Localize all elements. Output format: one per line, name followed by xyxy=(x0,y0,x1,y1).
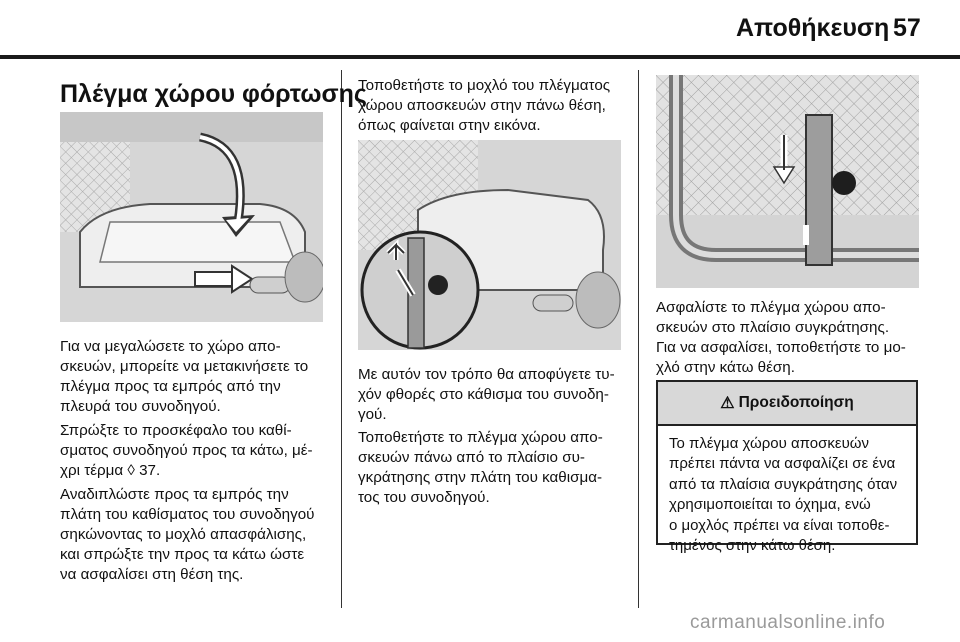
text-line: Το πλέγμα χώρου αποσκευών xyxy=(669,435,869,452)
text-line: σματος συνοδηγού προς τα κάτω, μέ- xyxy=(60,442,313,459)
text-line: και σπρώξτε την προς τα κάτω ώστε xyxy=(60,546,305,563)
text-line: πλάτη του καθίσματος του συνοδηγού xyxy=(60,506,315,523)
watermark: carmanualsonline.info xyxy=(690,612,886,633)
text-line: να ασφαλίσει στη θέση της. xyxy=(60,566,244,583)
text-line: ο μοχλός πρέπει να είναι τοποθε- xyxy=(669,516,890,534)
warning-box xyxy=(656,380,918,555)
text-line: πλευρά του συνοδηγού. xyxy=(60,398,221,415)
page-number: 57 xyxy=(893,14,921,42)
text-line: από τα πλαίσια συγκράτησης όταν xyxy=(669,475,898,493)
text-line: πλέγμα προς τα εμπρός από την xyxy=(60,378,281,395)
text-line: γού. xyxy=(358,406,387,423)
col1-paragraph-1 xyxy=(60,337,308,417)
figure-lock-frame xyxy=(656,75,919,288)
text-line: Σπρώξτε το προσκέφαλο του καθί- xyxy=(60,422,292,439)
text-line: σηκώνοντας το μοχλό απασφάλισης, xyxy=(60,526,307,543)
warning-header xyxy=(658,382,916,426)
text-line: χλό στην κάτω θέση. xyxy=(656,359,795,376)
text-line: Ασφαλίστε το πλέγμα χώρου απο- xyxy=(656,299,886,316)
warning-body xyxy=(658,426,916,556)
text-line: Τοποθετήστε το μοχλό του πλέγματος xyxy=(358,77,611,94)
text-line: Με αυτόν τον τρόπο θα αποφύγετε τυ- xyxy=(358,366,615,383)
warning-triangle-icon: ⚠ xyxy=(720,395,735,412)
col1-paragraph-2 xyxy=(60,421,313,481)
col3-paragraph-1 xyxy=(656,298,906,378)
figure-seat-fold xyxy=(60,112,323,322)
text-line: όπως φαίνεται στην εικόνα. xyxy=(358,117,541,134)
text-line: Για να ασφαλίσει, τοποθετήστε το μο- xyxy=(656,339,906,356)
text-line: τος του συνοδηγού. xyxy=(358,489,490,506)
col2-paragraph-2 xyxy=(358,365,615,425)
text-line: Για να μεγαλώσετε το χώρο απο- xyxy=(60,338,281,355)
text-line: χρι τέρμα ◊ 37. xyxy=(60,462,161,479)
col2-paragraph-1 xyxy=(358,76,610,136)
column-divider-right xyxy=(638,70,639,608)
text-line: χρησιμοποιείται το όχημα, ενώ xyxy=(669,496,871,514)
text-line: σκευών πάνω από το πλαίσιο συ- xyxy=(358,449,585,466)
text-line: χόν φθορές στο κάθισμα του συνοδη- xyxy=(358,386,609,403)
text-line: σκευών στο πλαίσιο συγκράτησης. xyxy=(656,319,890,336)
column-divider-left xyxy=(341,70,342,608)
figure-lever-position xyxy=(358,140,621,350)
text-line: Τοποθετήστε το πλέγμα χώρου απο- xyxy=(358,429,603,446)
text-line: τημένος στην κάτω θέση. xyxy=(669,537,836,555)
section-heading: Πλέγμα χώρου φόρτωσης xyxy=(60,80,367,108)
col1-paragraph-3 xyxy=(60,485,314,585)
header-rule xyxy=(0,55,960,59)
col2-paragraph-3 xyxy=(358,428,603,508)
text-line: Αναδιπλώστε προς τα εμπρός την xyxy=(60,486,289,503)
text-line: πρέπει πάντα να ασφαλίζει σε ένα xyxy=(669,455,896,473)
warning-title: Προειδοποίηση xyxy=(738,394,854,411)
text-line: χώρου αποσκευών στην πάνω θέση, xyxy=(358,97,606,114)
text-line: γκράτησης στην πλάτη του καθισμα- xyxy=(358,469,603,486)
page-header-title: Αποθήκευση xyxy=(736,14,890,42)
text-line: σκευών, μπορείτε να μετακινήσετε το xyxy=(60,358,309,375)
